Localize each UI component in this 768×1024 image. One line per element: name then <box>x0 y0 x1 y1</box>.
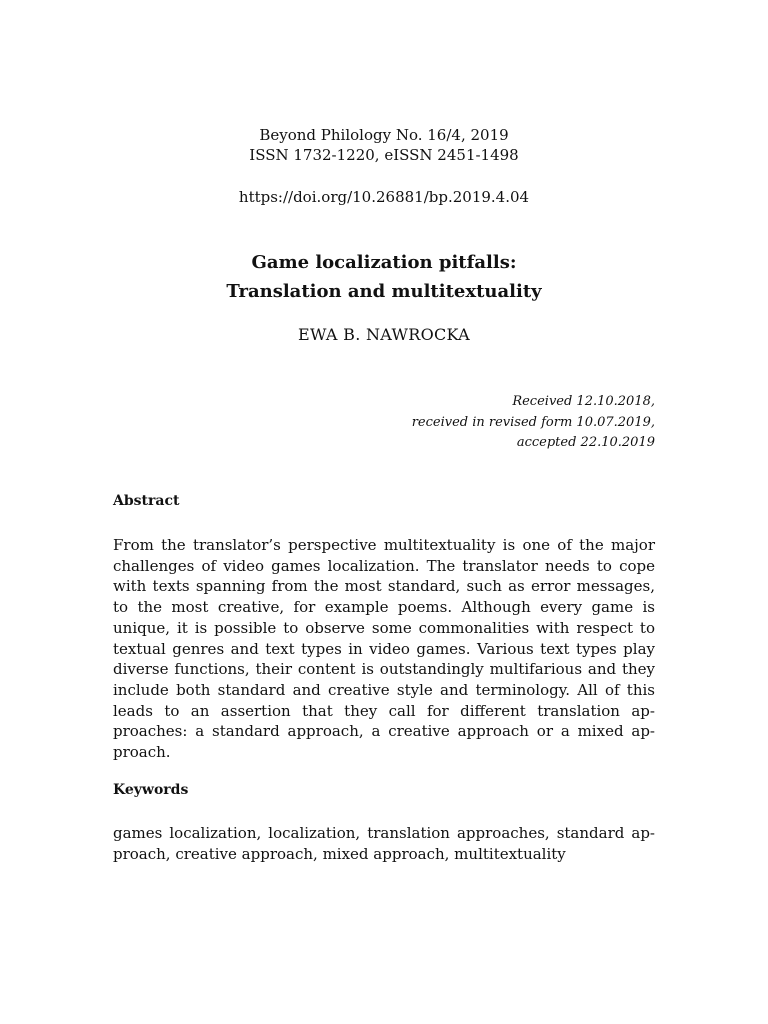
issn-line: ISSN 1732-1220, eISSN 2451-1498 <box>249 146 519 164</box>
author-name: EWA B. NAWROCKA <box>297 325 470 344</box>
journal-issue: Beyond Philology No. 16/4, 2019 <box>259 126 509 144</box>
title-line-1: Game localization pitfalls: <box>251 252 517 273</box>
submission-dates <box>113 392 655 454</box>
revised-date: received in revised form 10.07.2019, <box>411 414 655 430</box>
abstract-heading: Abstract <box>113 493 180 509</box>
accepted-date: accepted 22.10.2019 <box>516 435 655 450</box>
keywords-text: games localization, localization, translation approaches, standard approach, creative approach, mixed approach, multitextuality <box>113 824 655 863</box>
journal-info <box>113 125 655 165</box>
article-title <box>113 248 655 306</box>
title-line-2: Translation and multitextuality <box>226 281 542 302</box>
doi-link[interactable]: https://doi.org/10.26881/bp.2019.4.04 <box>238 188 530 206</box>
abstract-text: From the translator’s perspective multitextuality is one of the major challenges of video games localization. The translator needs to cope with texts spanning from the most standard, such as error messages, to the most creative, for example poems. Although every game is unique, it is possible to observe some commonalities with respect to textual genres and text types in video games. Various text types play diverse functions, their content is outstandingly multifarious and they include both standard and creative style and terminology. All of this leads to an assertion that they call for different translation approaches: a standard approach, a creative approach or a mixed approach. <box>113 536 655 762</box>
received-date: Received 12.10.2018, <box>512 394 655 409</box>
keywords-heading: Keywords <box>113 782 189 798</box>
